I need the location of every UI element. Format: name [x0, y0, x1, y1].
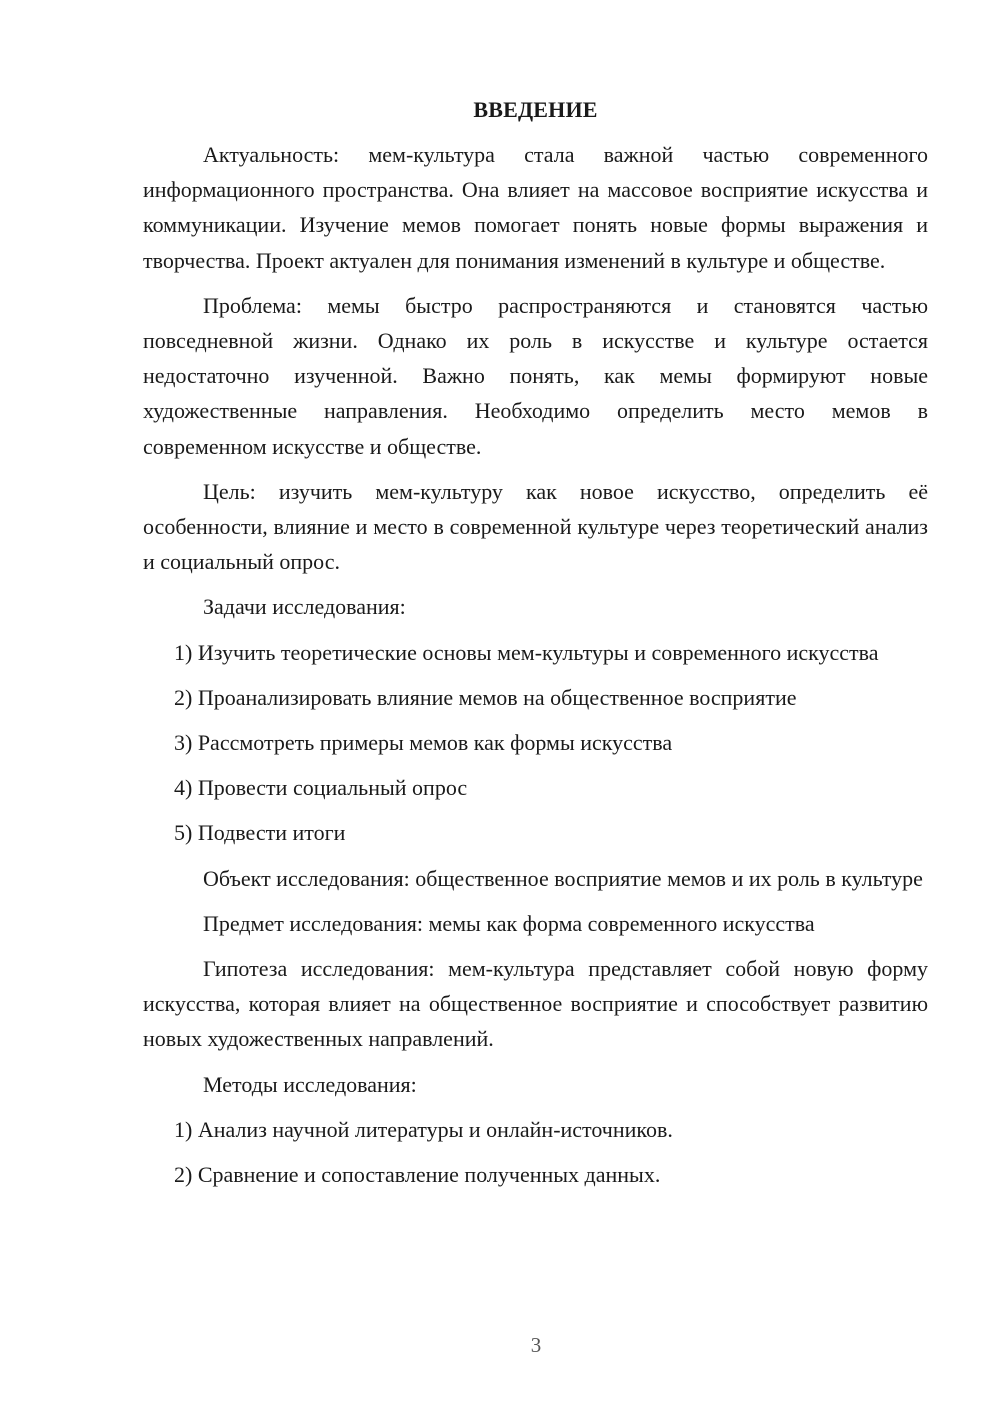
- task-item-1: 1) Изучить теоретические основы мем-культуры и современного искусства: [174, 639, 879, 665]
- problem-paragraph: Проблема: мемы быстро распространяются и становятся частью повседневной жизни. Однако их роль в искусстве и культуре остается недостаточно изученной. Важно понять, как мемы формируют новые художественные направления. Необходимо определить место мемов в современном искусстве и обществе.: [143, 292, 928, 459]
- method-item-1: 1) Анализ научной литературы и онлайн-источников.: [174, 1116, 673, 1142]
- page-number: 3: [530, 1333, 542, 1357]
- relevance-paragraph: Актуальность: мем-культура стала важной частью современного информационного пространства. Она влияет на массовое восприятие искусства и коммуникации. Изучение мемов помогает понять новые формы выражения и творчества. Проект актуален для понимания изменений в культуре и обществе.: [143, 142, 928, 273]
- task-item-2: 2) Проанализировать влияние мемов на общественное восприятие: [174, 684, 797, 710]
- task-item-5: 5) Подвести итоги: [174, 820, 346, 846]
- hypothesis-paragraph: Гипотеза исследования: мем-культура представляет собой новую форму искусства, которая влияет на общественное восприятие и способствует развитию новых художественных направлений.: [143, 956, 928, 1052]
- method-item-2: 2) Сравнение и сопоставление полученных данных.: [174, 1162, 661, 1188]
- task-item-3: 3) Рассмотреть примеры мемов как формы искусства: [174, 730, 673, 756]
- subject-paragraph: Предмет исследования: мемы как форма современного искусства: [203, 910, 815, 936]
- methods-heading: Методы исследования:: [203, 1071, 417, 1097]
- section-title: ВВЕДЕНИЕ: [473, 97, 598, 122]
- tasks-heading: Задачи исследования:: [203, 594, 406, 620]
- goal-paragraph: Цель: изучить мем-культуру как новое искусство, определить её особенности, влияние и место в современной культуре через теоретический анализ и социальный опрос.: [143, 478, 928, 575]
- task-item-4: 4) Провести социальный опрос: [174, 775, 468, 801]
- object-paragraph: Объект исследования: общественное восприятие мемов и их роль в культуре: [203, 865, 923, 891]
- document-page: [143, 92, 928, 1202]
